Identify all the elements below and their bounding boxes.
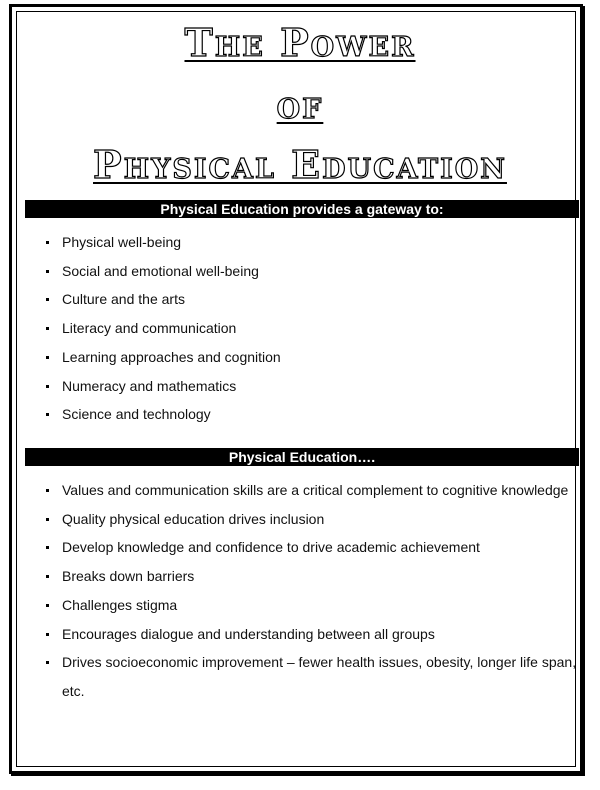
list-item: Literacy and communication bbox=[40, 314, 585, 343]
list-item: Values and communication skills are a critical complement to cognitive knowledge bbox=[40, 476, 585, 505]
list-item: Culture and the arts bbox=[40, 285, 585, 314]
list-item: Encourages dialogue and understanding between all groups bbox=[40, 620, 585, 649]
gateway-list bbox=[40, 228, 585, 429]
list-item: Challenges stigma bbox=[40, 591, 585, 620]
title-line-3: Physical Education bbox=[93, 142, 507, 187]
section-header-gateway: Physical Education provides a gateway to: bbox=[25, 200, 579, 218]
list-item: Develop knowledge and confidence to drive academic achievement bbox=[40, 533, 585, 562]
list-item: Science and technology bbox=[40, 400, 585, 429]
title-line-1: The Power bbox=[184, 20, 416, 65]
list-item: Physical well-being bbox=[40, 228, 585, 257]
list-item: Breaks down barriers bbox=[40, 562, 585, 591]
benefits-list bbox=[40, 476, 585, 706]
section-header-physical-education: Physical Education…. bbox=[25, 448, 579, 466]
title-line-2: of bbox=[276, 82, 324, 127]
list-item: Learning approaches and cognition bbox=[40, 343, 585, 372]
list-item: Drives socioeconomic improvement – fewer health issues, obesity, longer life span, etc. bbox=[40, 648, 585, 705]
list-item: Quality physical education drives inclusion bbox=[40, 505, 585, 534]
list-item: Social and emotional well-being bbox=[40, 257, 585, 286]
list-item: Numeracy and mathematics bbox=[40, 372, 585, 401]
